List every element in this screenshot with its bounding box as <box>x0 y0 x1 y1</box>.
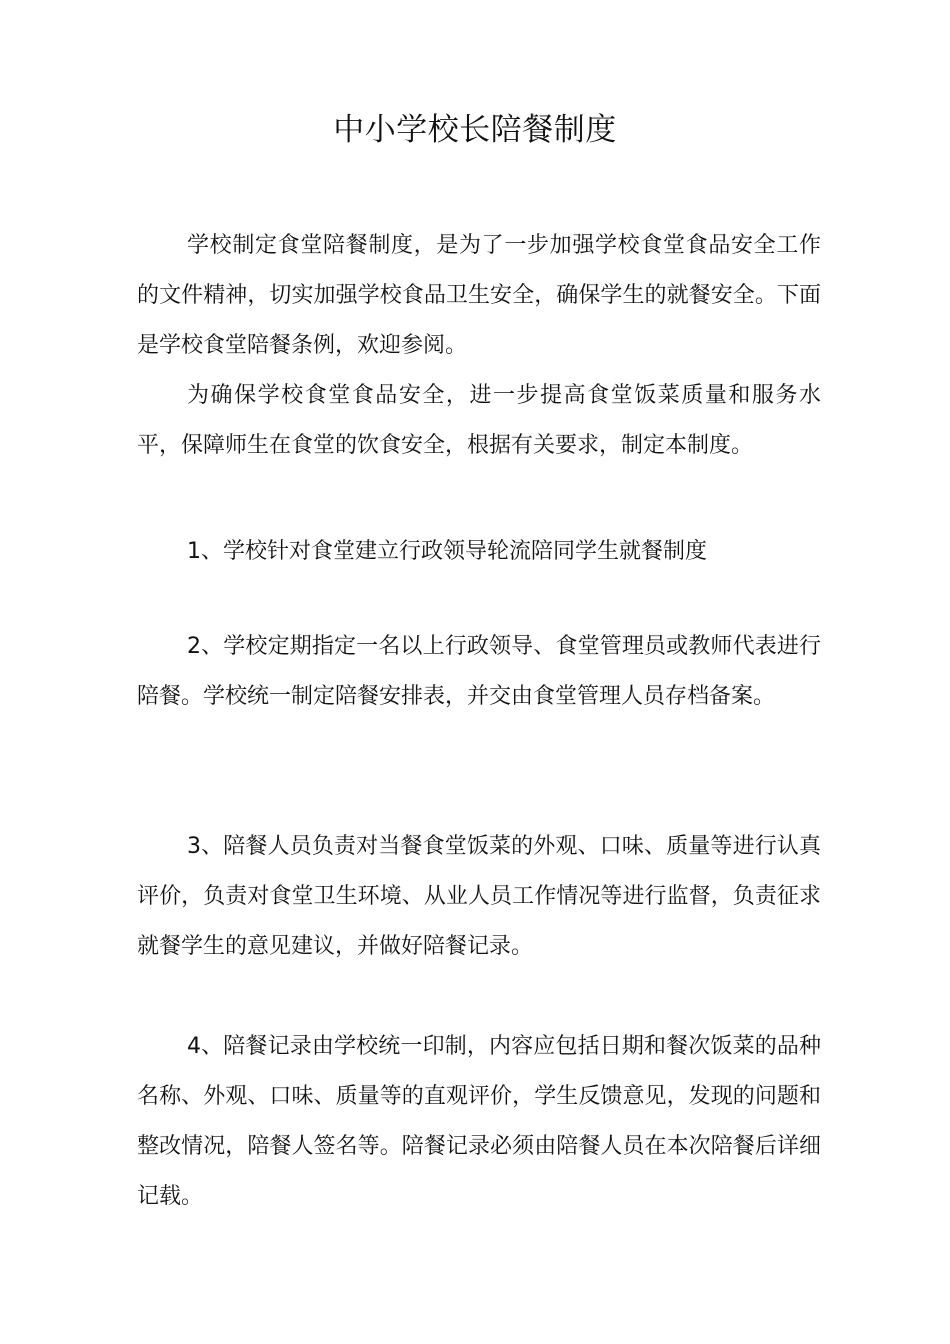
paragraph-intro: 学校制定食堂陪餐制度，是为了一步加强学校食堂食品安全工作的文件精神，切实加强学校食品卫生安全，确保学生的就餐安全。下面是学校食堂陪餐条例，欢迎参阅。 <box>137 233 821 358</box>
paragraph-item-3: 3、陪餐人员负责对当餐食堂饭菜的外观、口味、质量等进行认真评价，负责对食堂卫生环境、从业人员工作情况等进行监督，负责征求就餐学生的意见建议，并做好陪餐记录。 <box>137 834 821 959</box>
paragraph-item-2: 2、学校定期指定一名以上行政领导、食堂管理员或教师代表进行陪餐。学校统一制定陪餐安排表，并交由食堂管理人员存档备案。 <box>137 634 821 709</box>
document-title: 中小学校长陪餐制度 <box>333 112 617 148</box>
paragraph-item-4: 4、陪餐记录由学校统一印制，内容应包括日期和餐次饭菜的品种名称、外观、口味、质量等的直观评价，学生反馈意见，发现的问题和整改情况，陪餐人签名等。陪餐记录必须由陪餐人员在本次陪餐后详细记载。 <box>137 1034 821 1209</box>
paragraph-item-1: 1、学校针对食堂建立行政领导轮流陪同学生就餐制度 <box>187 539 707 564</box>
paragraph-purpose: 为确保学校食堂食品安全，进一步提高食堂饭菜质量和服务水平，保障师生在食堂的饮食安全，根据有关要求，制定本制度。 <box>137 383 821 458</box>
